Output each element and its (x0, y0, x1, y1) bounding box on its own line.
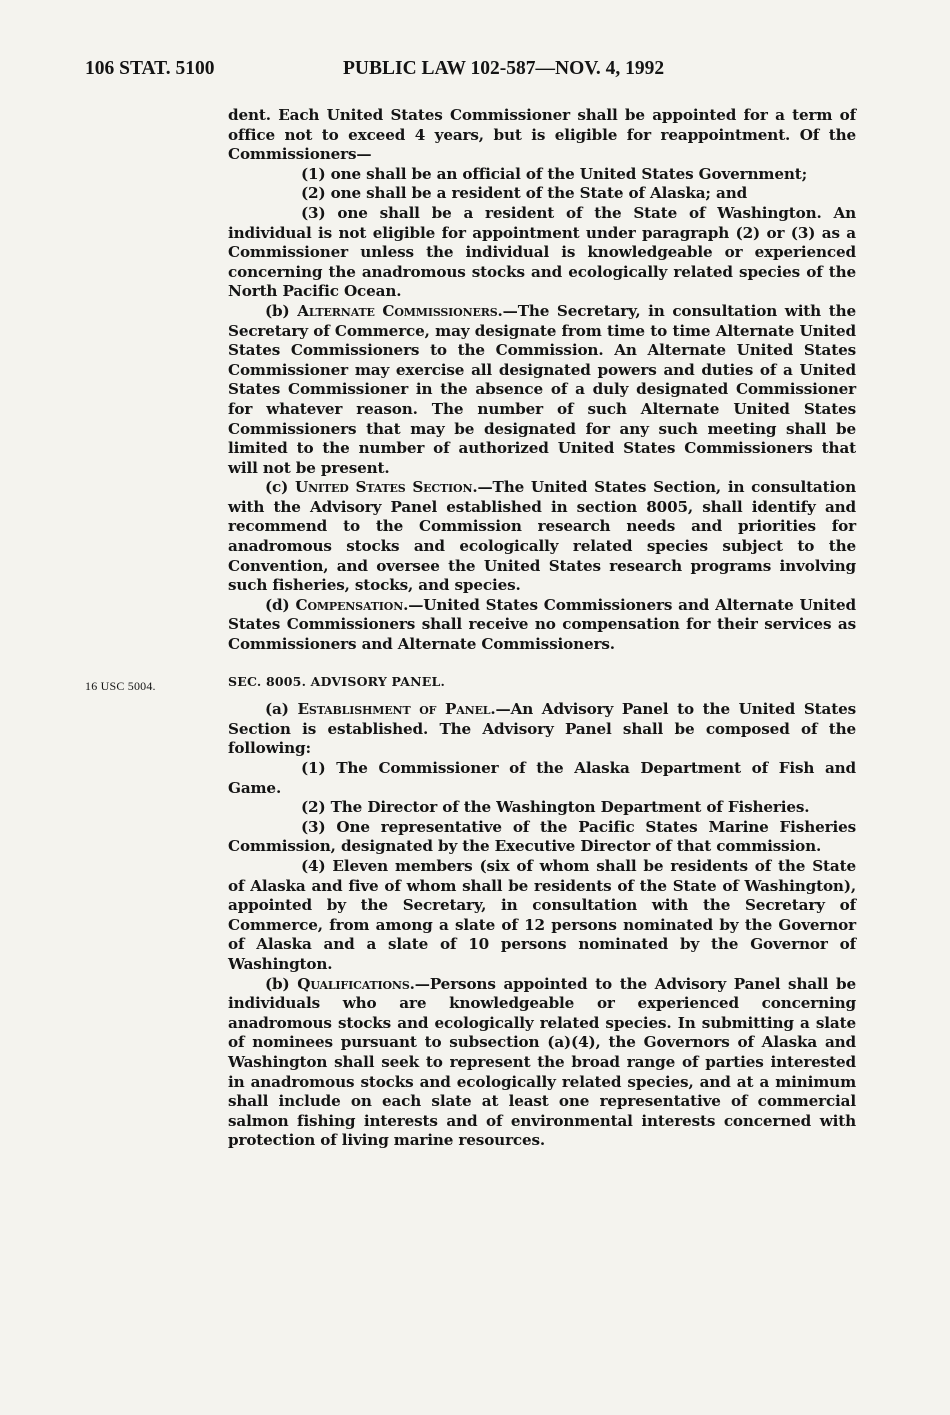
subsection-lead: (a) (265, 700, 298, 719)
subsection-lead: (c) (265, 478, 295, 497)
subsection-text: —United States Commissioners and Alternate United States Commissioners shall receive no compensation for their services as Commissioners and Alternate Commissioners. (228, 595, 857, 654)
subsection-text: —The United States Section, in consultation with the Advisory Panel established in section 8005, shall identify and recommend to the Commission research needs and priorities for anadromous stocks and ecologically related species subject to the Convention, and oversee the United States research programs involving such fisheries, stocks, and species. (228, 478, 856, 595)
list-item-commissioner-1: (1) one shall be an official of the United States Government; (301, 164, 808, 183)
subsection-heading: Compensation. (295, 595, 409, 614)
subsection-text: —Persons appointed to the Advisory Panel shall be individuals who are knowledgeable or experienced concerning anadromous stocks and ecologically related species. In submitting a slate of nominees pursuant to subsection (a)(4), the Governors of Alaska and Washington shall seek to represent the broad range of parties interested in anadromous stocks and ecologically related species, and at a minimum shall include on each slate at least one representative of commercial salmon fishing interests and of environmental interests concerned with protection of living marine resources. (228, 974, 856, 1150)
subsection-heading: Qualifications. (297, 974, 415, 993)
list-item-commissioner-3: (3) one shall be a resident of the State of Washington. An individual is not eligible for appointment under paragraph (2) or (3) as a Commissioner unless the individual is knowledgeable or experienced concerning the anadromous stocks and ecologically related species of the North Pacific Ocean. (228, 203, 856, 301)
subsection-lead: (b) (265, 301, 298, 320)
body-text (228, 106, 856, 1151)
section-heading: SEC. 8005. ADVISORY PANEL. (228, 673, 446, 689)
subsection-lead: (b) (265, 974, 298, 993)
subsection-a-establishment (228, 700, 856, 759)
subsection-text: —An Advisory Panel to the United States Section is established. The Advisory Panel shall be composed of the following: (228, 700, 856, 758)
paragraph-term-of-office: dent. Each United States Commissioner shall be appointed for a term of office not to exceed 4 years, but is eligible for reappointment. Of the Commissioners— (228, 106, 856, 164)
usc-margin-note: 16 USC 5004. (85, 679, 156, 693)
list-item-commissioner-2: (2) one shall be a resident of the State of Alaska; and (301, 184, 748, 203)
list-item-panel-2: (2) The Director of the Washington Department of Fisheries. (301, 798, 810, 817)
subsection-b-alternate (228, 302, 856, 478)
stat-page-number: 106 STAT. 5100 (85, 58, 215, 79)
list-item-panel-4: (4) Eleven members (six of whom shall be residents of the State of Alaska and five of whom shall be residents of the State of Washington), appointed by the Secretary, in consultation with the Secretary of Commerce, from among a slate of 12 persons nominated by the Governor of Alaska and a slate of 10 persons nominated by the Governor of Washington. (228, 856, 856, 973)
public-law-citation: PUBLIC LAW 102-587—NOV. 4, 1992 (343, 58, 665, 79)
subsection-c-us-section (228, 478, 856, 596)
subsection-b-qualifications (228, 975, 856, 1151)
subsection-heading: United States Section. (294, 478, 478, 497)
subsection-lead: (d) (265, 595, 296, 614)
subsection-heading: Establishment of Panel. (297, 700, 496, 719)
subsection-text: —The Secretary, in consultation with the Secretary of Commerce, may designate from time to time Alternate United States Commissioners to the Commission. An Alternate United States Commissioner may exercise all designated powers and duties of a United States Commissioner in the absence of a duly designated Commissioner for whatever reason. The number of such Alternate United States Commissioners that may be designated for any such meeting shall be limited to the number of authorized United States Commissioners that will not be present. (228, 301, 856, 477)
subsection-d-compensation (228, 596, 856, 655)
list-item-panel-3: (3) One representative of the Pacific States Marine Fisheries Commission, designated by the Executive Director of that commission. (228, 817, 856, 856)
subsection-heading: Alternate Commissioners. (297, 301, 503, 320)
list-item-panel-1: (1) The Commissioner of the Alaska Department of Fish and Game. (228, 759, 856, 797)
